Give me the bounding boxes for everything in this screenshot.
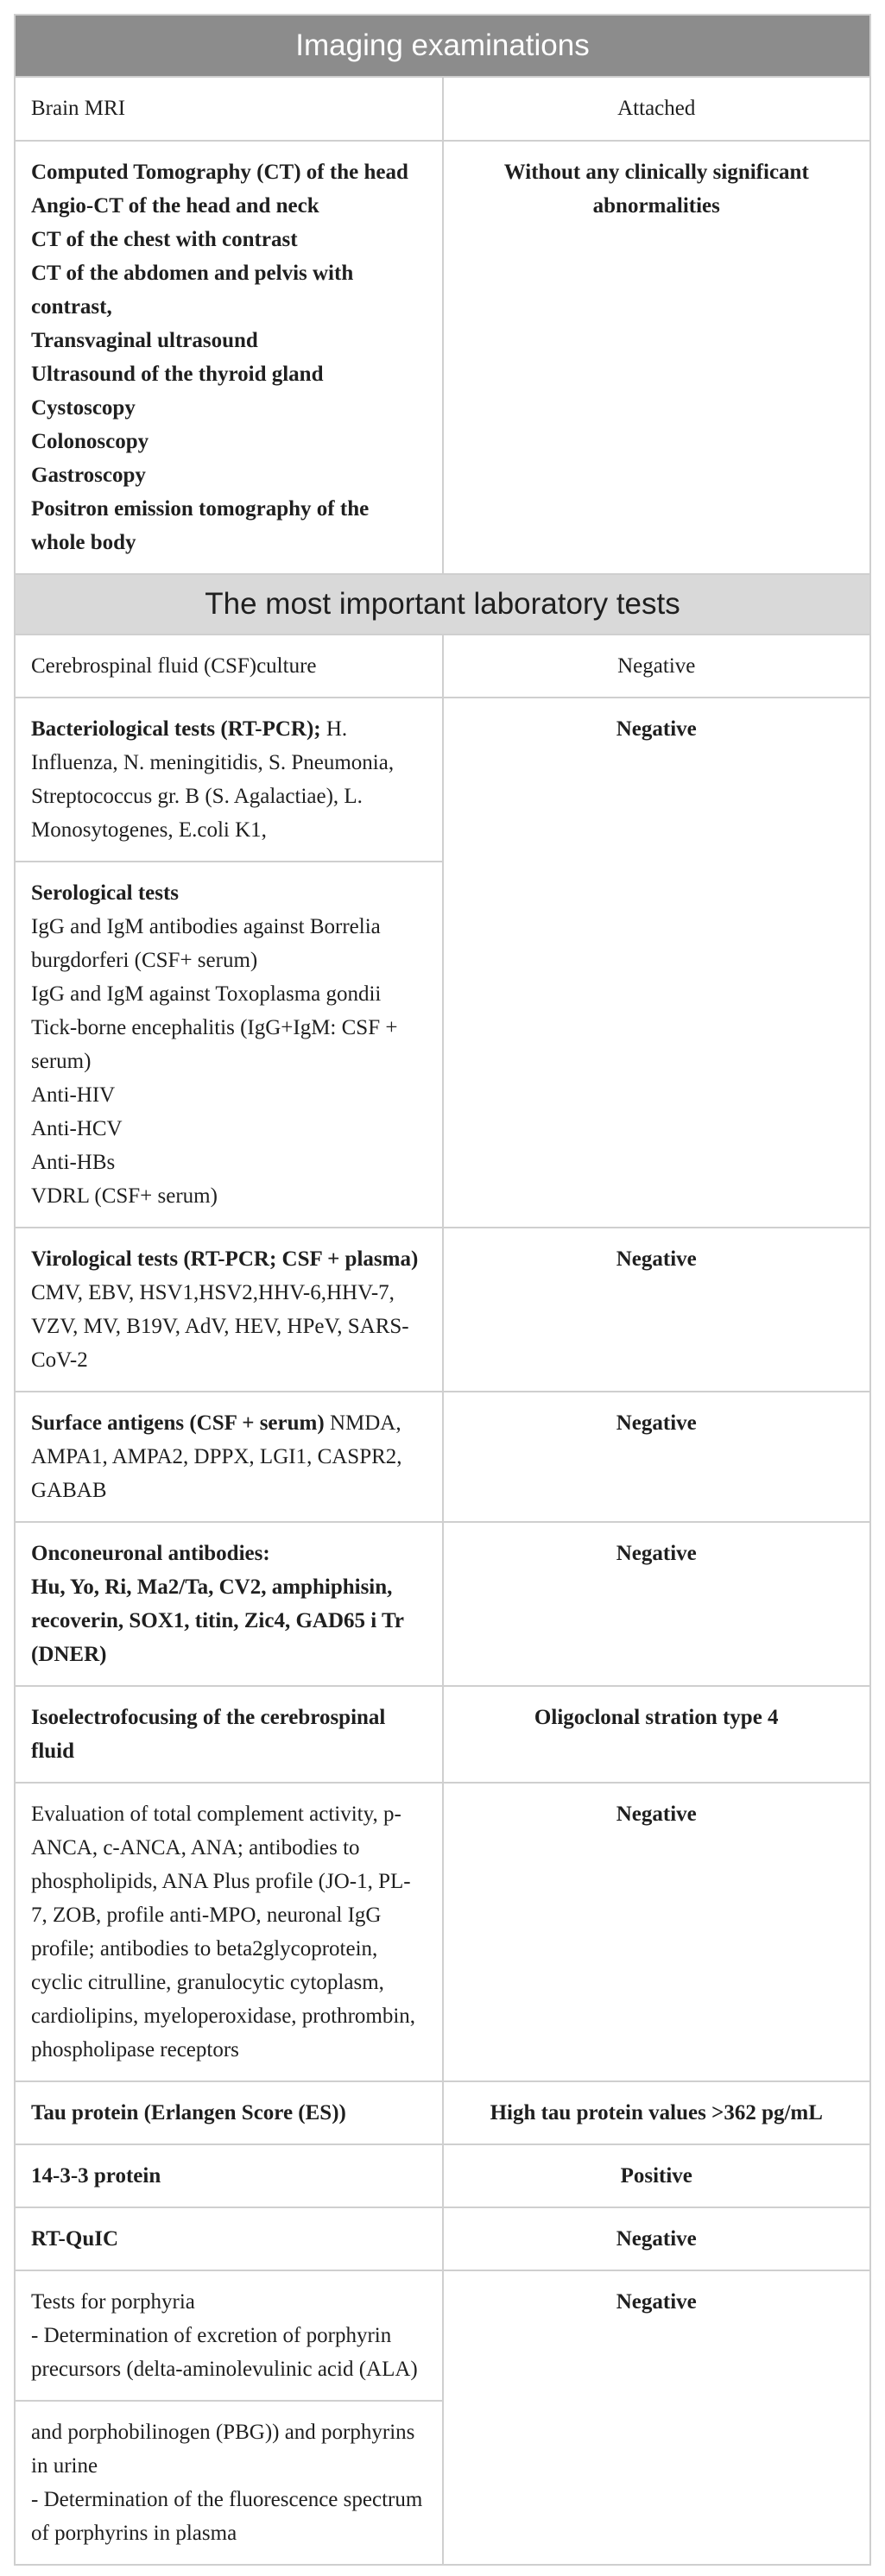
cell-porphyria: [15, 2270, 443, 2401]
surface-title: Surface antigens (CSF + serum): [31, 1411, 325, 1435]
imaging-item: Positron emission tomography of the whole body: [31, 497, 370, 554]
cell-tau-protein: Tau protein (Erlangen Score (ES)): [15, 2081, 443, 2144]
table-row: [15, 77, 870, 141]
imaging-item: Cystoscopy: [31, 396, 136, 420]
cell-brain-mri-result: Attached: [443, 77, 871, 141]
section-title-imaging: Imaging examinations: [15, 15, 870, 77]
cell-brain-mri: Brain MRI: [15, 77, 443, 141]
cell-surface-result: Negative: [443, 1392, 871, 1522]
imaging-item: CT of the chest with contrast: [31, 228, 298, 251]
cell-serological: [15, 862, 443, 1228]
cell-porphyria-cont: [15, 2401, 443, 2565]
serological-item: IgG and IgM antibodies against Borrelia burgdorferi (CSF+ serum): [31, 915, 381, 972]
imaging-item: Angio-CT of the head and neck: [31, 194, 319, 218]
cell-csf-culture: Cerebrospinal fluid (CSF)culture: [15, 635, 443, 698]
cell-14-3-3-result: Positive: [443, 2144, 871, 2207]
porphyria-item: - Determination of excretion of porphyrin precursors (delta-aminolevulinic acid (ALA): [31, 2324, 418, 2381]
serological-item: Anti-HIV: [31, 1083, 116, 1107]
surface-text: NMDA, AMPA1, AMPA2, DPPX, LGI1, CASPR2, GABAB: [31, 1411, 402, 1502]
virological-title: Virological tests (RT-PCR; CSF + plasma): [31, 1247, 419, 1271]
examinations-table: [14, 14, 871, 2566]
cell-bact-sero-result: Negative: [443, 698, 871, 1228]
table-row: [15, 1686, 870, 1783]
porphyria-item: and porphobilinogen (PBG)) and porphyrins in urine: [31, 2421, 415, 2478]
cell-complement-result: Negative: [443, 1783, 871, 2081]
cell-rt-quic-result: Negative: [443, 2207, 871, 2270]
imaging-item: Transvaginal ultrasound: [31, 329, 258, 352]
cell-onconeuronal-result: Negative: [443, 1522, 871, 1686]
cell-rt-quic: RT-QuIC: [15, 2207, 443, 2270]
porphyria-title: Tests for porphyria: [31, 2290, 195, 2314]
bacteriological-text: H. Influenza, N. meningitidis, S. Pneumonia, Streptococcus gr. B (S. Agalactiae), L. Monosytogenes, E.coli K1,: [31, 717, 395, 842]
table-row: [15, 141, 870, 574]
table-row: [15, 698, 870, 862]
serological-item: Anti-HCV: [31, 1117, 123, 1140]
table-row: [15, 2144, 870, 2207]
table-row: [15, 1522, 870, 1686]
table-row: [15, 2270, 870, 2401]
serological-item: VDRL (CSF+ serum): [31, 1184, 218, 1208]
section-header-lab: [15, 574, 870, 635]
cell-virological: [15, 1228, 443, 1392]
serological-item: IgG and IgM against Toxoplasma gondii: [31, 982, 382, 1006]
imaging-item: Colonoscopy: [31, 430, 149, 453]
cell-bacteriological: [15, 698, 443, 862]
cell-isoelectrofocusing: Isoelectrofocusing of the cerebrospinal fluid: [15, 1686, 443, 1783]
virological-text: CMV, EBV, HSV1,HSV2,HHV-6,HHV-7, VZV, MV, B19V, AdV, HEV, HPeV, SARS-CoV-2: [31, 1281, 409, 1372]
cell-isoelectrofocusing-result: Oligoclonal stration type 4: [443, 1686, 871, 1783]
table-row: [15, 1783, 870, 2081]
onconeuronal-text: Hu, Yo, Ri, Ma2/Ta, CV2, amphiphisin, recoverin, SOX1, titin, Zic4, GAD65 i Tr (DNER): [31, 1575, 404, 1666]
cell-14-3-3: 14-3-3 protein: [15, 2144, 443, 2207]
cell-surface-antigens: [15, 1392, 443, 1522]
cell-tau-result: High tau protein values >362 pg/mL: [443, 2081, 871, 2144]
cell-imaging-result: Without any clinically significant abnormalities: [443, 141, 871, 574]
table-row: [15, 2207, 870, 2270]
imaging-item: Ultrasound of the thyroid gland: [31, 363, 324, 386]
cell-complement: Evaluation of total complement activity, p-ANCA, c-ANCA, ANA; antibodies to phospholipids, ANA Plus profile (JO-1, PL-7, ZOB, profile anti-MPO, neuronal IgG profile; antibodies to beta2glycoprotein, cyclic citrulline, granulocytic cytoplasm, cardiolipins, myeloperoxidase, prothrombin, phospholipase receptors: [15, 1783, 443, 2081]
cell-virological-result: Negative: [443, 1228, 871, 1392]
imaging-item: CT of the abdomen and pelvis with contrast,: [31, 262, 354, 319]
onconeuronal-title: Onconeuronal antibodies:: [31, 1542, 270, 1565]
cell-onconeuronal: [15, 1522, 443, 1686]
bacteriological-title: Bacteriological tests (RT-PCR);: [31, 717, 321, 741]
table-row: [15, 1392, 870, 1522]
cell-csf-result: Negative: [443, 635, 871, 698]
serological-item: Tick-borne encephalitis (IgG+IgM: CSF + serum): [31, 1016, 398, 1073]
cell-porphyria-result: Negative: [443, 2270, 871, 2565]
serological-title: Serological tests: [31, 881, 180, 905]
lab-table-container: [14, 14, 871, 2566]
cell-imaging-list: [15, 141, 443, 574]
section-title-lab: The most important laboratory tests: [15, 574, 870, 635]
imaging-item: Computed Tomography (CT) of the head: [31, 161, 408, 184]
imaging-item: Gastroscopy: [31, 464, 146, 487]
porphyria-item: - Determination of the fluorescence spectrum of porphyrins in plasma: [31, 2488, 423, 2545]
serological-item: Anti-HBs: [31, 1151, 116, 1174]
table-row: [15, 1228, 870, 1392]
section-header-imaging: [15, 15, 870, 77]
table-row: [15, 635, 870, 698]
table-row: [15, 2081, 870, 2144]
